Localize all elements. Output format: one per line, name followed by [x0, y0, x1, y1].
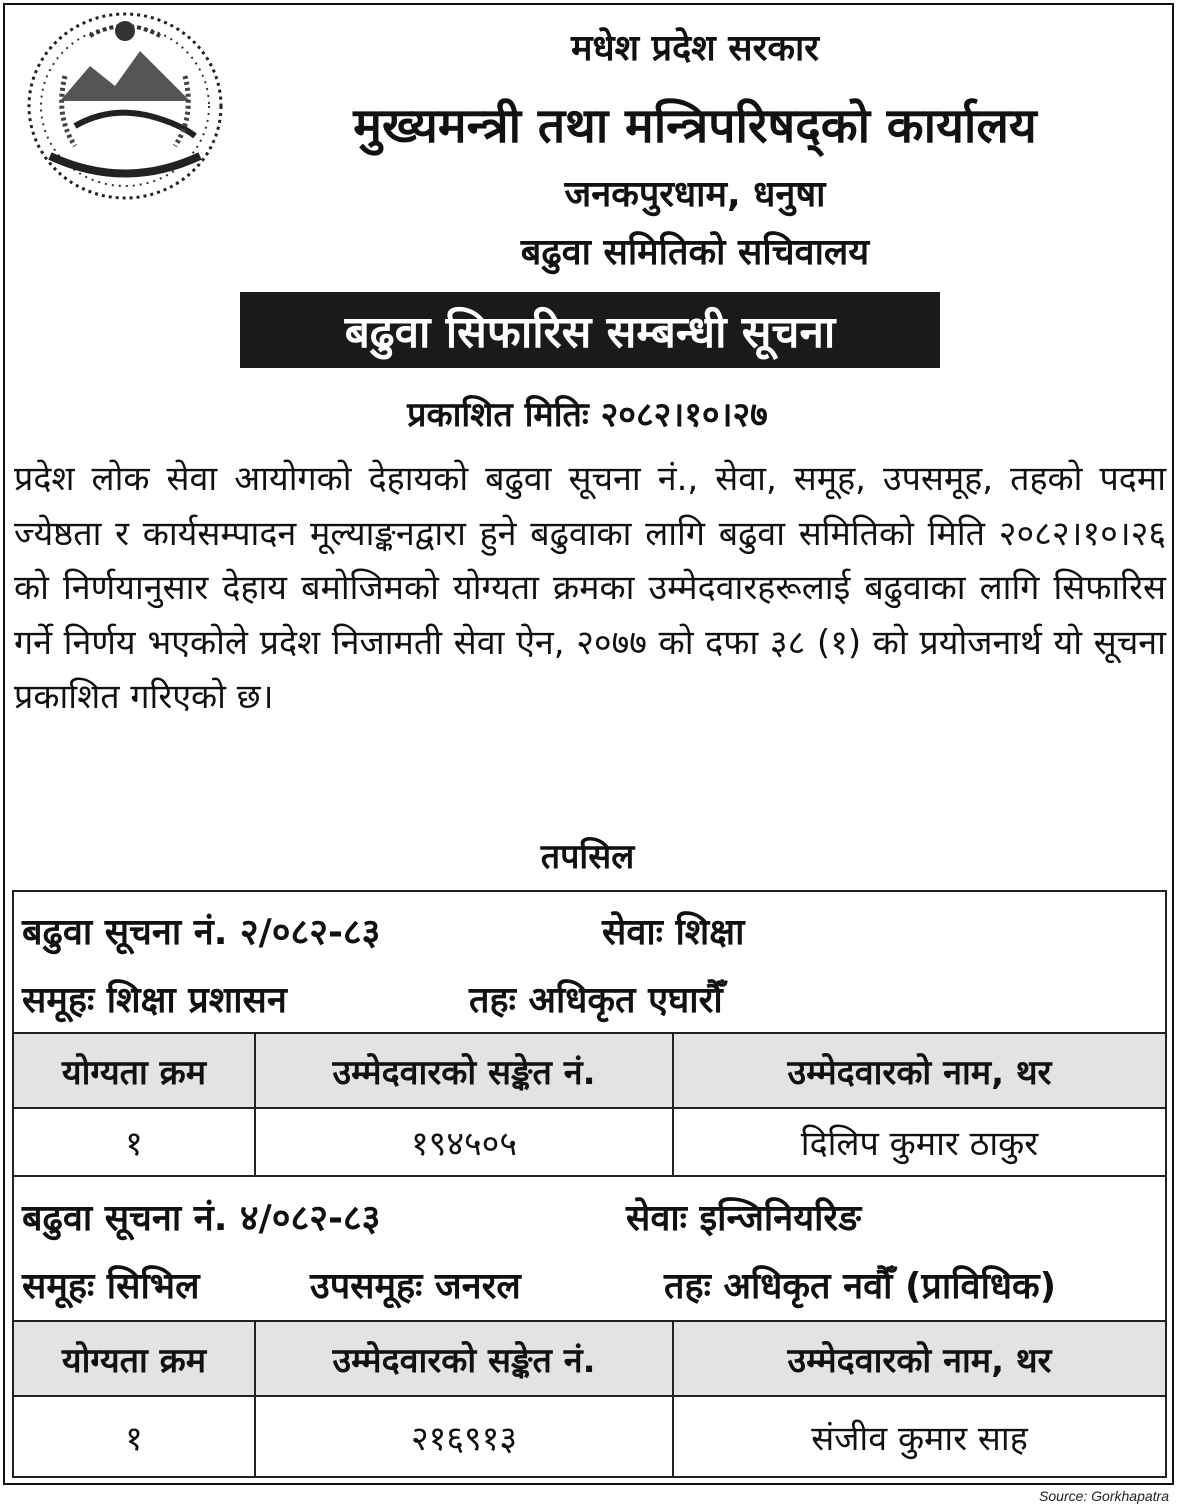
- column-header-rank: योग्यता क्रम: [14, 1034, 256, 1107]
- notice-title: बढुवा सिफारिस सम्बन्धी सूचना: [240, 292, 940, 368]
- column-header-code: उम्मेदवारको सङ्केत नं.: [256, 1034, 674, 1107]
- column-header-rank: योग्यता क्रम: [14, 1322, 256, 1395]
- column-header-name: उम्मेदवारको नाम, थर: [674, 1034, 1165, 1107]
- group-label: समूहः शिक्षा प्रशासन: [22, 980, 287, 1021]
- published-date: प्रकाशित मितिः २०८२।१०।२७: [407, 395, 768, 435]
- level-label: तहः अधिकृत एघारौँ: [469, 980, 723, 1021]
- section-1-info-line-1: [14, 906, 1165, 966]
- office-title: मुख्यमन्त्री तथा मन्त्रिपरिषद्को कार्यालय: [353, 98, 1037, 154]
- subgroup-label: उपसमूहः जनरल: [310, 1266, 521, 1307]
- column-header-code: उम्मेदवारको सङ्केत नं.: [256, 1322, 674, 1395]
- name-cell: दिलिप कुमार ठाकुर: [800, 1124, 1039, 1164]
- code-cell: १९४५०५: [256, 1109, 674, 1175]
- rank-cell: १: [14, 1109, 256, 1175]
- service-label: सेवाः इन्जिनियरिङ: [626, 1198, 862, 1239]
- service-label: सेवाः शिक्षा: [602, 912, 745, 953]
- group-label: समूहः सिभिल: [22, 1266, 200, 1307]
- source-credit: Source: Gorkhapatra: [1039, 1488, 1169, 1504]
- table-row: [14, 1395, 1165, 1476]
- notice-number: बढुवा सूचना नं. ४/०८२-८३: [22, 1198, 381, 1239]
- section-2-info-line-1: [14, 1192, 1165, 1252]
- secretariat-title: बढुवा समितिको सचिवालय: [520, 232, 870, 273]
- rank-cell: १: [14, 1397, 256, 1476]
- section-1-info-line-2: [14, 974, 1165, 1034]
- table-header-row: [14, 1032, 1165, 1107]
- notice-body: प्रदेश लोक सेवा आयोगको देहायको बढुवा सूचना नं., सेवा, समूह, उपसमूह, तहको पदमा ज्येष्ठता र कार्यसम्पादन मूल्याङ्कनद्वारा हुने बढुवाका लागि बढुवा समितिको मिति २०८२।१०।२६ को निर्णयानुसार देहाय बमोजिमको योग्यता क्रमका उम्मेदवारहरूलाई बढुवाका लागि सिफारिस गर्ने निर्णय भएकोले प्रदेश निजामती सेवा ऐन, २०७७ को दफा ३८ (१) को प्रयोजनार्थ यो सूचना प्रकाशित गरिएको छ।: [14, 459, 1166, 717]
- column-header-name: उम्मेदवारको नाम, थर: [674, 1322, 1165, 1395]
- notice-number: बढुवा सूचना नं. २/०८२-८३: [22, 912, 381, 953]
- nepal-government-emblem-icon: [20, 6, 230, 206]
- promotion-table: [12, 890, 1167, 1478]
- code-cell: २१६९१३: [256, 1397, 674, 1476]
- table-header-row: [14, 1320, 1165, 1395]
- level-label: तहः अधिकृत नवौँ (प्राविधिक): [664, 1266, 1057, 1307]
- office-location: जनकपुरधाम, धनुषा: [564, 174, 826, 215]
- province-government-title: मधेश प्रदेश सरकार: [570, 28, 820, 69]
- name-cell: संजीव कुमार साह: [811, 1418, 1028, 1459]
- schedule-heading: तपसिल: [540, 837, 635, 877]
- section-2-info-line-2: [14, 1260, 1165, 1320]
- table-row: [14, 1107, 1165, 1177]
